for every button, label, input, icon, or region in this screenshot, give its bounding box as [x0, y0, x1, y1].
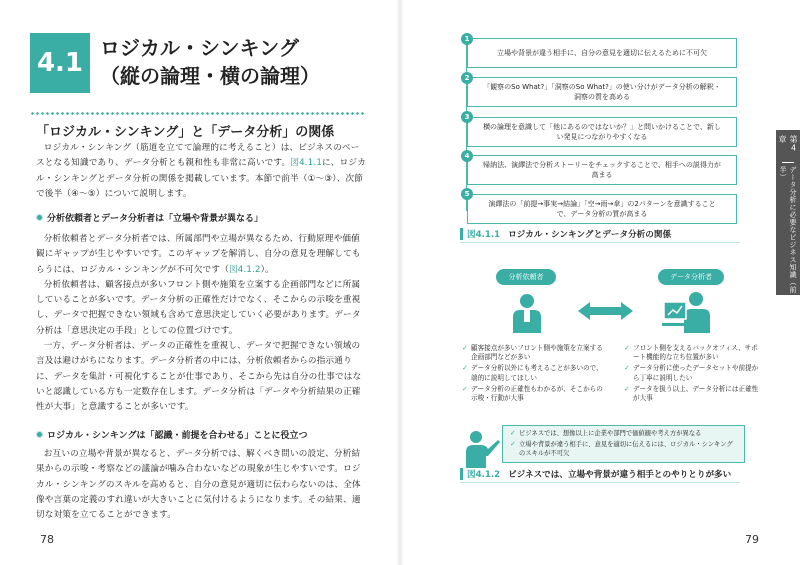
section-number: 4.1 [36, 48, 84, 78]
role-label-requester [496, 269, 556, 285]
analyst-trait-item: ✓ データを扱う以上、データ分析には正確性が大事 [624, 385, 764, 404]
section-title-line2: （縦の論理・横の論理） [100, 64, 320, 88]
page-number-left: 78 [40, 533, 54, 546]
sub-heading-2-text: ロジカル・シンキングは「認識・前提を合わせる」ことに役立つ [47, 431, 308, 441]
figure-caption-2 [460, 468, 731, 480]
analyst-trait-item: ✓ フロント側を支えるバックオフィス、サポート機能的な立ち位置が多い [624, 344, 764, 363]
step-5-text: 演繹法の「前提→事実→結論」「空→雨→傘」の2パターンを意識することで、データ分析の質が高まる [488, 200, 716, 218]
step-number-1: 1 [461, 33, 473, 45]
step-box-3 [467, 117, 737, 147]
page-number-right: 79 [745, 533, 759, 546]
paragraph-1-text-b: ）。 [260, 264, 274, 275]
caption-underline-2 [460, 482, 740, 483]
intro-paragraph [36, 141, 366, 202]
step-2-text: 「観察のSo What?」「洞察のSo What?」の使い分けがデータ分析の解釈・洞察の質を高める [483, 83, 721, 101]
requester-trait-item: ✓ 顧客接点が多いフロント側や施策を立案する企画部門などが多い [462, 344, 607, 363]
figure-ref-412[interactable]: 図4.1.2 [229, 264, 261, 275]
analyst-traits-list [624, 344, 764, 405]
figure-caption-1 [460, 228, 671, 240]
figure-1-title: ロジカル・シンキングとデータ分析の関係 [508, 230, 672, 240]
paragraph-2: 分析依頼者は、顧客接点が多いフロント側や施策を立案する企画部門などに所属していることが多いです。データ分析の正確性だけでなく、そこからの示唆を重視し、データで把握できない領域も含めて意思決定していく必要があります。データ分析は「意思決定の手段」としての位置づけです。 [36, 279, 361, 336]
step-box-2 [467, 77, 737, 107]
step-3-text: 横の論理を意識して「他にあるのではないか？」と問いかけることで、新しい発見につながりやすくなる [483, 123, 721, 141]
requester-trait-item: ✓ データ分析の正確性もわかるが、そこからの示唆・行動が大事 [462, 385, 607, 404]
caption-underline-1 [460, 242, 740, 243]
paragraph-1-text-a: 分析依頼者とデータ分析者では、所属部門や立場が異なるため、行動原理や価値観にギャップが生じやすいです。このギャップを解消し、自分の意見を理解してもらうには、ロジカル・シンキングが不可欠です（ [36, 234, 361, 275]
step-number-5: 5 [461, 188, 473, 200]
requester-trait-item: ✓ データ分析以外にも考えることが多いので、端的に説明してほしい [462, 364, 607, 383]
subsection-heading: 「ロジカル・シンキング」と「データ分析」の関係 [36, 125, 335, 140]
intro-text-1: ロジカル・シンキング（筋道を立てて論理的に考えること）は、ビジネスのベースとなる知識であり、データ分析とも親和性も非常に高いです。 [36, 143, 360, 169]
role-requester-text: 分析依頼者 [508, 273, 544, 281]
step-number-2: 2 [461, 72, 473, 84]
intro-text-2: に、ロジカル・シンキングとデータ分析の関係を掲載しています。本節で前半（①〜③）、次節で後半（④〜⑤）について説明します。 [36, 158, 366, 199]
paragraph-3: 一方、データ分析者は、データの正確性を重視し、データで把握できない領域の言及は避けがちになります。データ分析者の中には、分析依頼者からの指示通りに、データを集計・可視化することが仕事であり、そこから先は自分の仕事ではないと認識している方も一定数存在します。データ分析は「データや分析結果の正確性が大事」と意識することが多いです。 [36, 341, 362, 413]
role-label-analyst [658, 269, 724, 285]
chapter-title: データ分析に必要なビジネス知識（前半） [779, 165, 797, 294]
caption-bar [460, 228, 463, 240]
step-4-text: 帰納法、演繹法で分析ストーリーをチェックすることで、相手への説得力が高まる [483, 161, 721, 179]
sub-heading-1 [36, 211, 263, 224]
step-box-5 [467, 194, 737, 224]
double-arrow-icon [578, 301, 633, 321]
role-analyst-text: データ分析者 [670, 273, 712, 281]
takeaway-list [510, 429, 737, 458]
takeaway-item: ✓ 立場や背景が違う相手に、意見を適切に伝えるには、ロジカル・シンキングのスキルが不可欠 [510, 440, 737, 458]
section-number-box [30, 33, 90, 93]
bullet-dot-icon [36, 214, 43, 221]
section-title-line1: ロジカル・シンキング [100, 36, 299, 60]
analyst-trait-item: ✓ データ分析に使ったデータセットや前提から丁寧に説明したい [624, 364, 764, 383]
dotted-divider [30, 112, 365, 115]
figure-2-title: ビジネスでは、立場や背景が違う相手とのやりとりが多い [508, 470, 732, 480]
tab-separator [782, 162, 794, 163]
takeaway-box [502, 425, 745, 463]
chapter-side-tab[interactable] [776, 130, 800, 295]
step-number-4: 4 [461, 150, 473, 162]
paragraph-4: お互いの立場や背景が異なると、データ分析では、解くべき問いの設定、分析結果からの示唆・考察などの議論が噛み合わないなどの現象が生じやすいです。ロジカル・シンキングのスキルを高めると、自分の意見が適切に伝わらないのは、全体像や言葉の定義のすれ違いが大きいことに気付けるようになります。その結果、適切な対策を立てることができます。 [36, 449, 361, 521]
step-box-4 [467, 155, 737, 185]
paragraph-1 [36, 232, 366, 278]
presenter-person-icon [462, 428, 502, 468]
sub-heading-1-text: 分析依頼者とデータ分析者は「立場や背景が異なる」 [47, 214, 264, 224]
sub-heading-2 [36, 428, 308, 441]
body-paragraphs-2 [36, 447, 366, 523]
requester-traits-list [462, 344, 607, 405]
figure-2-number: 図4.1.2 [467, 470, 501, 480]
section-title [100, 34, 320, 90]
step-number-3: 3 [461, 111, 473, 123]
body-paragraphs-1 [36, 232, 366, 416]
step-box-1 [467, 38, 737, 68]
chapter-label: 第4章 [778, 135, 798, 153]
figure-ref-411[interactable]: 図4.1.1 [290, 158, 323, 169]
takeaway-item: ✓ ビジネスでは、想像以上に企業や部門で価値観や考え方が異なる [510, 429, 737, 438]
bullet-dot-icon [36, 431, 43, 438]
step-1-text: 立場や背景が違う相手に、自分の意見を適切に伝えるために不可欠 [497, 49, 707, 57]
book-gutter [396, 0, 404, 565]
figure-1-number: 図4.1.1 [467, 230, 501, 240]
analyst-computer-icon [662, 289, 716, 333]
caption-bar [460, 468, 463, 480]
requester-person-icon [505, 291, 550, 333]
